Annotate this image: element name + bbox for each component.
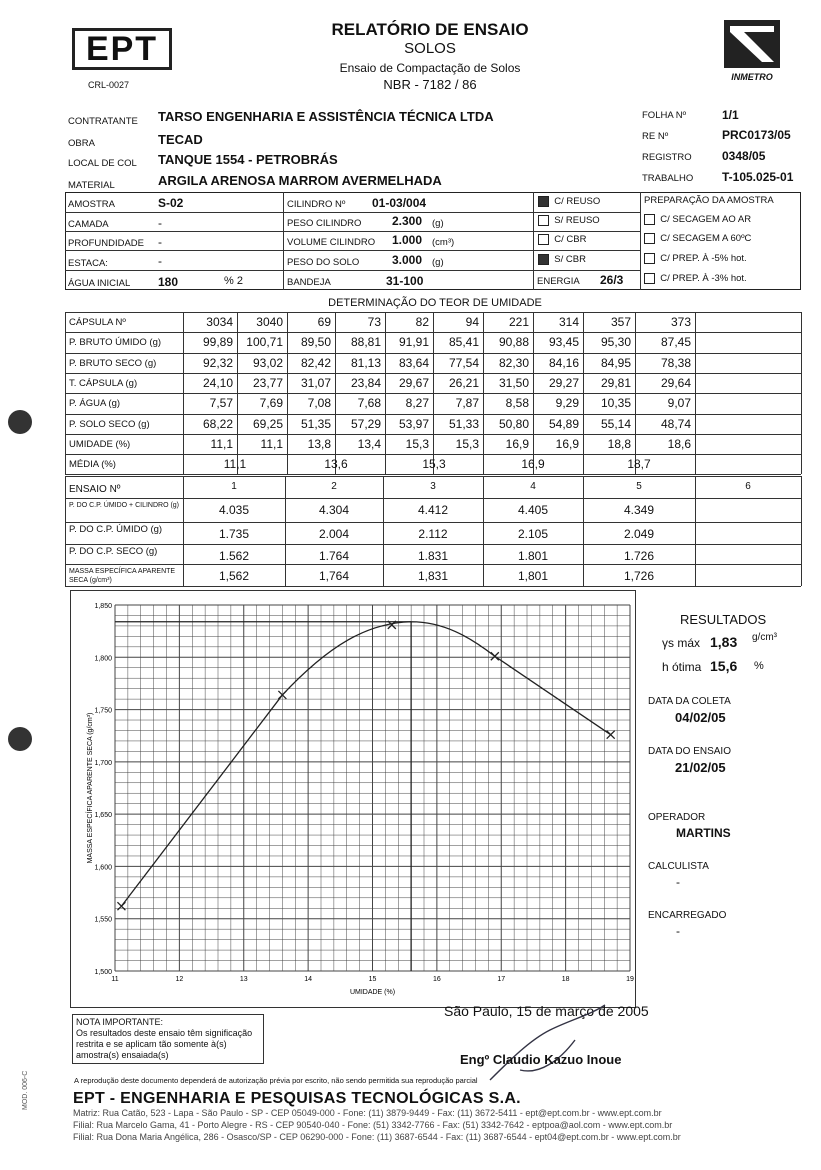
moisture-cell: 68,22	[202, 416, 233, 431]
compaction-chart	[70, 590, 636, 1008]
encarregado-label: ENCARREGADO	[648, 910, 727, 921]
operador-label: OPERADOR	[648, 812, 706, 823]
moisture-title: DETERMINAÇÃO DO TEOR DE UMIDADE	[328, 297, 542, 309]
s-cbr-label: S/ CBR	[554, 254, 586, 266]
peso-solo-unit: (g)	[432, 257, 444, 268]
moisture-row-label: T. CÁPSULA (g)	[69, 377, 138, 389]
moisture-cell: 29,27	[548, 375, 579, 390]
results-title: RESULTADOS	[680, 612, 767, 627]
moisture-cell: 84,95	[600, 355, 631, 370]
y-tick-label: 1,850	[94, 603, 112, 610]
h-value: 15,6	[710, 658, 738, 674]
moisture-cell: 16,9	[555, 436, 579, 451]
inmetro-logo	[722, 18, 782, 70]
x-tick-label: 11	[111, 976, 119, 983]
volume-cilindro-label: VOLUME CILINDRO	[287, 237, 376, 248]
prep-label-2: C/ SECAGEM A 60ºC	[660, 233, 752, 245]
norm: NBR - 7182 / 86	[383, 77, 477, 92]
volume-cilindro-unit: (cm³)	[432, 237, 455, 248]
coleta-label: DATA DA COLETA	[648, 696, 731, 707]
moisture-row-label: UMIDADE (%)	[69, 438, 131, 450]
ensaio-number: 6	[745, 481, 751, 492]
moisture-cell: 13,4	[357, 436, 381, 451]
prep-label-1: C/ SECAGEM AO AR	[660, 214, 752, 226]
moisture-cell: 51,35	[300, 416, 331, 431]
energia-label: ENERGIA	[537, 276, 580, 287]
test-cell: 1.831	[417, 549, 449, 563]
profundidade-value: -	[158, 235, 162, 249]
re-label: RE Nº	[642, 131, 669, 142]
moisture-row-label: P. SOLO SECO (g)	[69, 418, 150, 430]
x-tick-label: 16	[432, 976, 441, 983]
moisture-row-label: P. ÁGUA (g)	[69, 398, 121, 410]
x-tick-label: 12	[175, 976, 184, 983]
bandeja-label: BANDEJA	[287, 277, 331, 288]
gamma-value: 1,83	[710, 634, 738, 650]
checkbox-icon	[644, 253, 655, 264]
y-axis-label: MASSA ESPECÍFICA APARENTE SECA (g/cm³)	[87, 712, 94, 864]
y-tick-label: 1,800	[94, 655, 112, 663]
nota-title: NOTA IMPORTANTE:	[76, 1017, 164, 1027]
test-cell: 4.035	[218, 503, 250, 517]
moisture-cell: 53,97	[398, 416, 429, 431]
test-cell: 2.004	[318, 527, 350, 541]
s-reuso-label: S/ REUSO	[554, 215, 600, 227]
trabalho-value: T-105.025-01	[722, 170, 794, 184]
nota-text: Os resultados deste ensaio têm significação restrita e se aplicam tão somente à(s) amostra(s) ensaiada(s)	[76, 1028, 253, 1060]
moisture-cell: 91,91	[398, 335, 429, 350]
test-cell: 1,726	[623, 569, 655, 583]
moisture-cell: 7,68	[357, 396, 381, 411]
moisture-cell: 88,81	[350, 335, 381, 350]
ensaio-number: 5	[636, 481, 642, 492]
s-reuso-option	[538, 215, 600, 226]
prep-title: PREPARAÇÃO DA AMOSTRA	[644, 195, 774, 206]
moisture-cell: 29,67	[398, 375, 429, 390]
checkbox-icon	[644, 214, 655, 225]
moisture-cell: 8,58	[505, 396, 529, 411]
cilindro-label: CILINDRO Nº	[287, 199, 346, 210]
folha-label: FOLHA Nº	[642, 110, 687, 121]
obra-value: TECAD	[158, 132, 203, 147]
c-reuso-label: C/ REUSO	[554, 196, 601, 208]
moisture-cell: 7,69	[259, 396, 283, 411]
moisture-cell: 13,8	[307, 436, 331, 451]
moisture-cell: 99,89	[202, 335, 233, 350]
media-cell: 15,3	[422, 457, 446, 472]
contratante-value: TARSO ENGENHARIA E ASSISTÊNCIA TÉCNICA LTDA	[158, 109, 494, 124]
checkbox-icon	[644, 233, 655, 244]
reproduction-note: A reprodução deste documento dependerá de autorização prévia por escrito, não sendo permitida sua reprodução parcial	[74, 1076, 478, 1085]
camada-value: -	[158, 216, 162, 230]
x-tick-label: 18	[561, 976, 570, 983]
moisture-cell: 314	[558, 315, 579, 329]
moisture-cell: 84,16	[548, 355, 579, 370]
moisture-row-label: P. BRUTO SECO (g)	[69, 357, 157, 369]
report-title: RELATÓRIO DE ENSAIO	[331, 20, 529, 39]
moisture-cell: 7,57	[209, 396, 233, 411]
test-cell: 1,831	[417, 569, 449, 583]
media-cell: 18,7	[627, 457, 651, 472]
moisture-row-label: CÁPSULA Nº	[69, 317, 126, 328]
moisture-cell: 29,81	[600, 375, 631, 390]
media-label: MÉDIA (%)	[69, 459, 116, 471]
registro-value: 0348/05	[722, 149, 766, 163]
calculista-label: CALCULISTA	[648, 861, 709, 872]
agua-value: 180	[158, 275, 179, 289]
y-tick-label: 1,750	[94, 707, 112, 715]
moisture-cell: 9,29	[555, 396, 579, 411]
moisture-cell: 31,07	[300, 375, 331, 390]
estaca-value: -	[158, 254, 162, 268]
moisture-row-label: P. BRUTO ÚMIDO (g)	[69, 337, 162, 349]
x-tick-label: 14	[304, 976, 313, 983]
prep-label-3: C/ PREP. À -5% hot.	[660, 253, 747, 265]
prep-option-3	[644, 253, 747, 264]
data-point-x	[491, 652, 499, 660]
test-cell: 1,764	[318, 569, 350, 583]
moisture-cell: 9,07	[667, 396, 691, 411]
agua-label: ÁGUA INICIAL	[68, 278, 131, 289]
x-axis-label: UMIDADE (%)	[349, 989, 396, 996]
data-ensaio-value: 21/02/05	[675, 760, 726, 775]
coleta-value: 04/02/05	[675, 710, 726, 725]
moisture-cell: 11,1	[260, 436, 283, 451]
moisture-cell: 51,33	[448, 416, 479, 431]
ensaio-number: 3	[430, 481, 436, 492]
test-cell: 4.304	[318, 503, 350, 517]
engineer-name: Engº Claudio Kazuo Inoue	[460, 1052, 622, 1067]
moisture-cell: 85,41	[448, 335, 479, 350]
agua-pct: % 2	[224, 275, 243, 287]
data-ensaio-label: DATA DO ENSAIO	[648, 746, 731, 757]
prep-label-4: C/ PREP. À -3% hot.	[660, 273, 747, 285]
moisture-cell: 77,54	[448, 355, 479, 370]
moisture-cell: 54,89	[548, 416, 579, 431]
operador-value: MARTINS	[676, 826, 731, 840]
trabalho-label: TRABALHO	[642, 173, 694, 184]
checkbox-icon	[644, 273, 655, 284]
c-cbr-option	[538, 234, 586, 245]
registro-label: REGISTRO	[642, 152, 692, 163]
contratante-label: CONTRATANTE	[68, 116, 138, 127]
x-tick-label: 15	[368, 976, 377, 983]
moisture-cell: 73	[367, 315, 381, 329]
address-2: Filial: Rua Marcelo Gama, 41 - Porto Alegre - RS - CEP 90540-040 - Fone: (51) 3342-7766 - Fax: (51) 3342-7642 - eptpoa@aol.com - www.ept.com.br	[73, 1120, 673, 1130]
material-value: ARGILA ARENOSA MARROM AVERMELHADA	[158, 173, 442, 188]
test-row-label: P. DO C.P. ÚMIDO (g)	[69, 524, 163, 535]
moisture-cell: 15,3	[405, 436, 429, 451]
h-unit: %	[754, 660, 764, 672]
local-label: LOCAL DE COL	[68, 158, 137, 169]
moisture-cell: 23,84	[350, 375, 381, 390]
amostra-label: AMOSTRA	[68, 199, 115, 210]
moisture-cell: 55,14	[600, 416, 631, 431]
moisture-cell: 3040	[256, 315, 283, 329]
moisture-cell: 78,38	[660, 355, 691, 370]
x-tick-label: 13	[239, 976, 248, 983]
moisture-cell: 82	[415, 315, 429, 329]
test-cell: 1.801	[517, 549, 549, 563]
ensaio-number: 4	[530, 481, 536, 492]
test-cell: 1.764	[318, 549, 350, 563]
test-cell: 4.349	[623, 503, 655, 517]
amostra-value: S-02	[158, 196, 184, 210]
moisture-cell: 94	[465, 315, 479, 329]
calculista-value: -	[676, 875, 680, 889]
moisture-cell: 11,1	[210, 436, 233, 451]
prep-option-1	[644, 214, 751, 225]
moisture-cell: 82,42	[300, 355, 331, 370]
moisture-cell: 95,30	[600, 335, 631, 350]
media-cell: 16,9	[521, 457, 545, 472]
test-cell: 1,801	[517, 569, 549, 583]
test-cell: 4.412	[417, 503, 449, 517]
moisture-cell: 100,71	[246, 335, 283, 350]
moisture-cell: 87,45	[660, 335, 691, 350]
test-row-label: P. DO C.P. SECO (g)	[69, 546, 158, 557]
address-3: Filial: Rua Dona Maria Angélica, 286 - Osasco/SP - CEP 06290-000 - Fone: (11) 3687-6544 - Fax: (11) 3687-6544 - ept04@ept.com.br - www.ept.com.br	[73, 1132, 681, 1142]
nota-box	[72, 1014, 264, 1064]
test-cell: 1.726	[623, 549, 655, 563]
signature	[480, 1000, 620, 1090]
media-cell: 11,1	[223, 457, 247, 472]
test-row-label: P. DO C.P. ÚMIDO + CILINDRO (g)	[69, 502, 180, 509]
moisture-cell: 18,6	[667, 436, 691, 451]
test-cell: 1.735	[218, 527, 250, 541]
address-1: Matriz: Rua Catão, 523 - Lapa - São Paulo - SP - CEP 05049-000 - Fone: (11) 3879-9449 - Fax: (11) 3672-5411 - ept@ept.com.br - www.ept.com.br	[73, 1108, 662, 1118]
encarregado-value: -	[676, 924, 680, 938]
moisture-cell: 31,50	[498, 375, 529, 390]
data-point-x	[117, 902, 125, 910]
moisture-cell: 92,32	[202, 355, 233, 370]
peso-solo-value: 3.000	[392, 253, 423, 267]
report-subtitle: SOLOS	[404, 40, 456, 57]
moisture-cell: 8,27	[405, 396, 429, 411]
form-code: CRL-0027	[88, 80, 130, 90]
moisture-cell: 23,77	[252, 375, 283, 390]
test-cell: 2.049	[623, 527, 655, 541]
cilindro-value: 01-03/004	[372, 196, 427, 210]
moisture-cell: 50,80	[498, 416, 529, 431]
moisture-cell: 69	[317, 315, 331, 329]
peso-cilindro-unit: (g)	[432, 218, 444, 229]
moisture-cell: 83,64	[398, 355, 429, 370]
moisture-cell: 18,8	[607, 436, 631, 451]
moisture-cell: 16,9	[505, 436, 529, 451]
moisture-cell: 221	[508, 315, 529, 329]
profundidade-label: PROFUNDIDADE	[68, 238, 145, 249]
test-row-label: MASSA ESPECÍFICA APARENTE SECA (g/cm³)	[69, 568, 176, 584]
y-tick-label: 1,700	[94, 759, 112, 767]
place-date: São Paulo, 15 de março de 2005	[444, 1003, 649, 1019]
ensaio-label: ENSAIO Nº	[69, 484, 121, 495]
c-reuso-option	[538, 196, 600, 207]
data-point-x	[607, 731, 615, 739]
ept-logo: EPT	[72, 28, 172, 70]
s-cbr-option	[538, 254, 586, 265]
side-code: MOD. 006-C	[22, 1070, 29, 1110]
folha-value: 1/1	[722, 108, 739, 122]
media-cell: 13,6	[324, 457, 348, 472]
h-label: h ótima	[662, 660, 702, 674]
local-value: TANQUE 1554 - PETROBRÁS	[158, 152, 338, 167]
peso-cilindro-value: 2.300	[392, 214, 423, 228]
y-tick-label: 1,550	[94, 916, 112, 924]
energia-value: 26/3	[600, 273, 624, 287]
moisture-cell: 26,21	[448, 375, 479, 390]
moisture-cell: 3034	[206, 315, 233, 329]
moisture-cell: 373	[670, 315, 691, 329]
prep-option-2	[644, 233, 751, 244]
obra-label: OBRA	[68, 138, 95, 149]
test-cell: 2.105	[517, 527, 549, 541]
test-cell: 1.562	[218, 549, 250, 563]
prep-option-4	[644, 273, 747, 284]
bandeja-value: 31-100	[386, 274, 424, 288]
re-value: PRC0173/05	[722, 128, 791, 142]
moisture-cell: 15,3	[455, 436, 479, 451]
y-tick-label: 1,600	[94, 864, 112, 872]
moisture-cell: 7,08	[307, 396, 331, 411]
camada-label: CAMADA	[68, 219, 109, 230]
x-tick-label: 19	[626, 976, 634, 983]
compaction-curve	[121, 622, 610, 906]
moisture-cell: 57,29	[350, 416, 381, 431]
checkbox-icon	[538, 215, 549, 226]
moisture-cell: 81,13	[350, 355, 381, 370]
inmetro-label: INMETRO	[731, 72, 773, 82]
y-tick-label: 1,500	[94, 969, 112, 976]
checkbox-icon	[538, 234, 549, 245]
ensaio-number: 2	[331, 481, 337, 492]
x-tick-label: 17	[497, 976, 506, 983]
moisture-cell: 89,50	[300, 335, 331, 350]
test-cell: 1,562	[218, 569, 250, 583]
estaca-label: ESTACA:	[68, 258, 108, 269]
punch-hole	[8, 410, 32, 434]
moisture-cell: 29,64	[660, 375, 691, 390]
peso-solo-label: PESO DO SOLO	[287, 257, 360, 268]
test-cell: 2.112	[418, 527, 448, 541]
moisture-cell: 90,88	[498, 335, 529, 350]
gamma-unit: g/cm³	[752, 632, 777, 643]
y-tick-label: 1,650	[94, 812, 112, 820]
company-name: EPT - ENGENHARIA E PESQUISAS TECNOLÓGICAS S.A.	[73, 1090, 521, 1107]
volume-cilindro-value: 1.000	[392, 233, 423, 247]
ensaio-number: 1	[231, 481, 237, 492]
c-cbr-label: C/ CBR	[554, 234, 587, 246]
punch-hole	[8, 727, 32, 751]
material-label: MATERIAL	[68, 180, 115, 191]
moisture-cell: 7,87	[455, 396, 479, 411]
moisture-cell: 93,45	[548, 335, 579, 350]
checkbox-checked-icon	[538, 196, 549, 207]
moisture-cell: 69,25	[252, 416, 283, 431]
moisture-cell: 93,02	[252, 355, 283, 370]
moisture-cell: 10,35	[600, 396, 631, 411]
test-cell: 4.405	[517, 503, 549, 517]
moisture-cell: 357	[610, 315, 631, 329]
gamma-label: γs máx	[662, 636, 701, 650]
moisture-cell: 24,10	[202, 375, 233, 390]
moisture-cell: 82,30	[498, 355, 529, 370]
moisture-cell: 48,74	[660, 416, 691, 431]
checkbox-checked-icon	[538, 254, 549, 265]
test-name: Ensaio de Compactação de Solos	[339, 61, 521, 75]
peso-cilindro-label: PESO CILINDRO	[287, 218, 362, 229]
